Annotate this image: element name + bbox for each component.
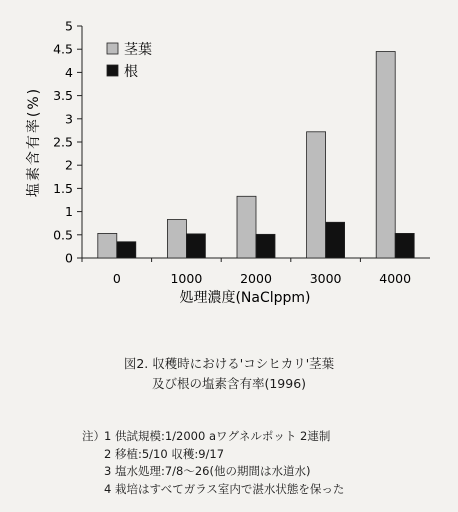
y-tick-label: 1 (65, 204, 73, 220)
x-tick-label: 2000 (240, 271, 272, 286)
y-tick-label: 3 (65, 111, 73, 127)
legend-label: 茎葉 (124, 42, 152, 58)
bar-root-2000 (256, 234, 275, 258)
bar-stem-leaf-2000 (237, 196, 256, 258)
chart-legend (107, 41, 152, 80)
chart-bars (98, 52, 414, 258)
y-tick-label: 1.5 (53, 180, 73, 196)
y-tick-label: 0.5 (53, 227, 73, 243)
bar-stem-leaf-4000 (376, 52, 395, 258)
notes-prefix: 注） (82, 429, 105, 443)
y-tick-label: 3.5 (53, 88, 73, 104)
note-item (82, 428, 344, 446)
bar-stem-leaf-1000 (167, 219, 186, 258)
bar-root-3000 (326, 222, 345, 258)
y-tick-label: 5 (65, 18, 73, 34)
x-tick-label: 3000 (309, 271, 342, 286)
figure-caption-line-2: 及び根の塩素含有率(1996) (151, 376, 307, 391)
y-tick-label: 2 (65, 157, 73, 173)
legend-swatch-stem-leaf (107, 43, 118, 54)
x-tick-label: 1000 (170, 271, 203, 286)
legend-label: 根 (124, 64, 138, 80)
figure-caption-line-1: 図2. 収穫時における'コシヒカリ'茎葉 (123, 356, 335, 371)
note-item (82, 446, 344, 464)
bar-root-4000 (395, 233, 414, 258)
x-tick-label: 0 (112, 271, 121, 286)
y-axis-label: 塩素含有率(%) (26, 86, 42, 198)
note-item (82, 463, 344, 481)
y-tick-label: 4.5 (53, 41, 73, 57)
bar-stem-leaf-0 (98, 233, 117, 258)
note-item-text: 3 塩水処理:7/8～26(他の期間は水道水) (104, 464, 311, 478)
bar-root-1000 (186, 234, 205, 258)
note-item-text: 2 移植:5/10 収穫:9/17 (104, 446, 225, 461)
note-item-text: 4 栽培はすべてガラス室内で湛水状態を保った (104, 481, 345, 496)
bar-stem-leaf-3000 (307, 132, 326, 258)
x-tick-label: 4000 (379, 271, 412, 286)
note-item (82, 481, 344, 499)
note-item-text: 1 供試規模:1/2000 aワグネルポット 2連制 (104, 429, 331, 443)
x-axis-label: 処理濃度(NaClppm) (179, 290, 311, 306)
notes-block (82, 428, 344, 498)
bar-root-0 (117, 242, 136, 258)
legend-swatch-root (107, 65, 118, 76)
y-tick-label: 2.5 (53, 134, 73, 150)
y-tick-label: 4 (65, 64, 73, 80)
y-tick-label: 0 (65, 250, 73, 266)
